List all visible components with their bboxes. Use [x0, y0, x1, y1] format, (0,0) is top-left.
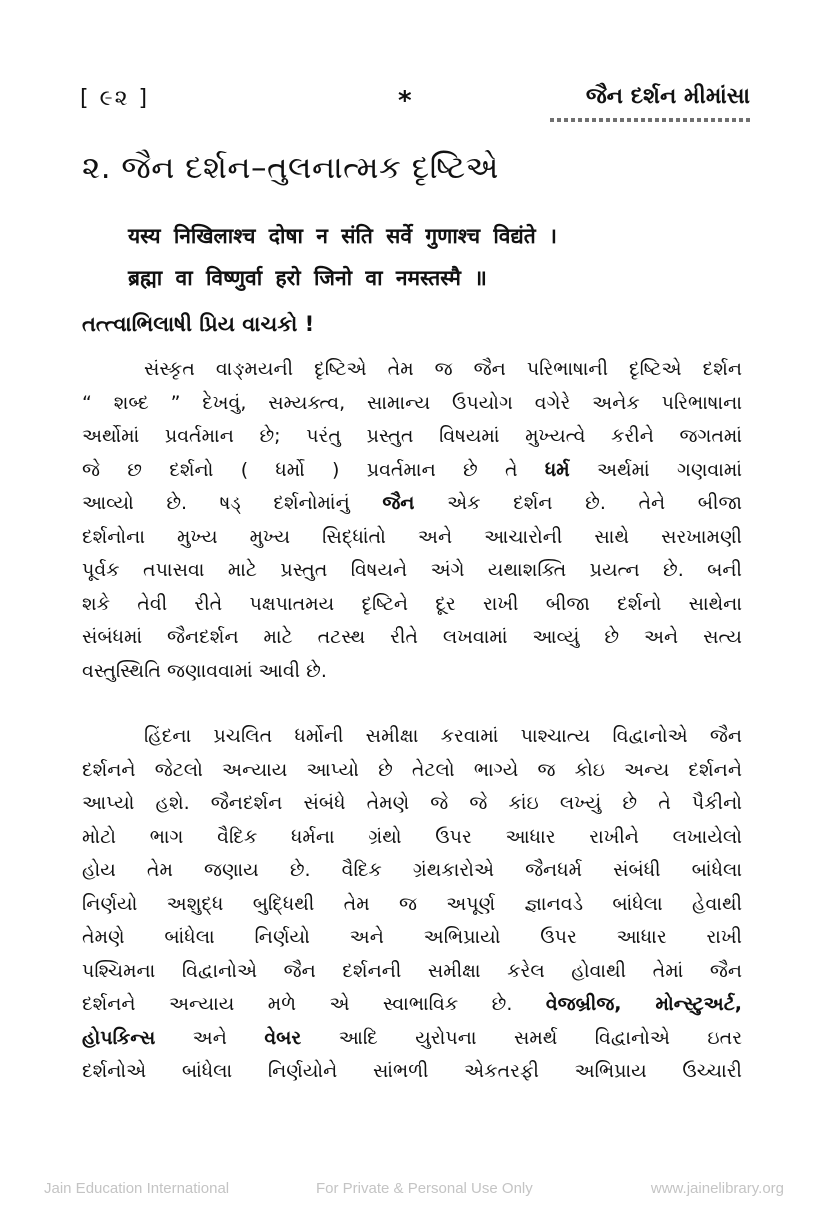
- wavy-underline-divider: [550, 118, 750, 122]
- text-line: વસ્તુસ્થિતિ જણાવવામાં આવી છે.: [82, 659, 327, 682]
- text-span: અર્થમાં ગણવામાં: [597, 458, 742, 481]
- text-line: શકે તેવી રીતે પક્ષપાતમય દૃષ્ટિને દૂર રાખી બીજા દર્શનો સાથેના: [82, 592, 742, 615]
- text-line: હિંદના પ્રચલિત ધર્મોની સમીક્ષા કરવામાં પાશ્ચાત્ય વિદ્વાનોએ જૈન: [144, 725, 742, 747]
- chapter-title: ૨. જૈન દર્શન–તુલનાત્મક દૃષ્ટિએ: [82, 150, 499, 186]
- text-line: [82, 1022, 742, 1056]
- sanskrit-verse: [128, 215, 557, 299]
- verse-line-1: यस्य निखिलाश्च दोषा न संति सर्वे गुणाश्च विद्यंते ।: [128, 224, 557, 248]
- text-line: નિર્ણયો અશુદ્ધ બુદ્ધિથી તેમ જ અપૂર્ણ જ્ઞાનવડે બાંધેલા હેવાથી: [82, 892, 742, 915]
- text-span: એક દર્શન છે. તેને બીજા: [447, 492, 742, 514]
- bold-term-dharma: ધર્મ: [544, 458, 570, 481]
- bold-scholar-hopkins: હોપકિન્સ: [82, 1026, 156, 1049]
- text-span: આદિ યુરોપના સમર્થ વિદ્વાનોએ ઇતર: [338, 1026, 743, 1049]
- text-line: [82, 454, 742, 488]
- text-span: દર્શનને અન્યાય મળે એ સ્વાભાવિક છે.: [82, 993, 513, 1015]
- paragraph-2: [82, 720, 742, 1089]
- text-line: દર્શનને જેટલો અન્યાય આપ્યો છે તેટલો ભાગ્યે જ કોઇ અન્ય દર્શનને: [82, 758, 742, 781]
- footer-usage-note: For Private & Personal Use Only: [316, 1180, 533, 1197]
- footer-website-link[interactable]: www.jainelibrary.org: [650, 1180, 784, 1197]
- text-line: [82, 988, 742, 1022]
- text-line: પશ્ચિમના વિદ્વાનોએ જૈન દર્શનની સમીક્ષા કરેલ હોવાથી તેમાં જૈન: [82, 959, 742, 982]
- book-title: જૈન દર્શન મીમાંસા: [585, 84, 750, 109]
- salutation-heading: તત્ત્વાભિલાષી પ્રિય વાચકો !: [82, 312, 315, 336]
- text-line: “ શબ્દ ” દેખવું, સમ્યક્ત્વ, સામાન્ય ઉપયોગ વગેરે અનેક પરિભાષાના: [82, 391, 742, 414]
- text-line: સંસ્કૃત વાઙ્મયની દૃષ્ટિએ તેમ જ જૈન પરિભાષાની દૃષ્ટિએ દર્શન: [144, 358, 742, 380]
- text-line: સંબંધમાં જૈનદર્શન માટે તટસ્થ રીતે લખવામાં આવ્યું છે અને સત્ય: [82, 626, 742, 648]
- page-number: [ ૯૨ ]: [80, 86, 150, 111]
- paragraph-1: [82, 353, 742, 688]
- asterisk-ornament-icon: *: [398, 86, 412, 116]
- text-line: મોટો ભાગ વૈદિક ધર્મના ગ્રંથો ઉપર આધાર રાખીને લખાયેલો: [82, 825, 742, 848]
- text-line: દર્શનોએ બાંધેલા નિર્ણયોને સાંભળી એકતરફી અભિપ્રાય ઉચ્ચારી: [82, 1060, 742, 1082]
- text-span: જે છ દર્શનો ( ધર્મો ) પ્રવર્તમાન છે તે: [82, 458, 518, 481]
- text-span: અને: [192, 1026, 227, 1049]
- text-line: હોય તેમ જણાય છે. વૈદિક ગ્રંથકારોએ જૈનધર્મ સંબંધી બાંધેલા: [82, 859, 742, 881]
- bold-scholar-weber: વેબર: [264, 1026, 302, 1049]
- bold-term-jain: જૈન: [382, 492, 415, 514]
- verse-line-2: ब्रह्मा वा विष्णुर्वा हरो जिनो वा नमस्तस्मै ॥: [128, 266, 487, 290]
- running-header: [80, 82, 750, 122]
- text-line: આપ્યો હશે. જૈનદર્શન સંબંધે તેમણે જે જે કાંઇ લખ્યું છે તે પૈકીનો: [82, 792, 742, 814]
- text-line: પૂર્વક તપાસવા માટે પ્રસ્તુત વિષયને અંગે યથાશક્તિ પ્રયત્ન છે. બની: [82, 559, 742, 581]
- text-span: આવ્યો છે. ષડ્ દર્શનોમાંનું: [82, 492, 350, 514]
- text-line: અર્થોમાં પ્રવર્તમાન છે; પરંતુ પ્રસ્તુત વિષયમાં મુખ્યત્વે કરીને જગતમાં: [82, 425, 742, 447]
- text-line: તેમણે બાંધેલા નિર્ણયો અને અભિપ્રાયો ઉપર આધાર રાખી: [82, 926, 742, 948]
- bold-scholar-names: વેજબ્રીજ, મોન્સ્ટુઅર્ટ,: [545, 993, 742, 1015]
- footer-publisher: Jain Education International: [44, 1180, 230, 1197]
- text-line: દર્શનોના મુખ્ય મુખ્ય સિદ્ધાંતો અને આચારોની સાથે સરખામણી: [82, 525, 742, 548]
- text-line: [82, 487, 742, 521]
